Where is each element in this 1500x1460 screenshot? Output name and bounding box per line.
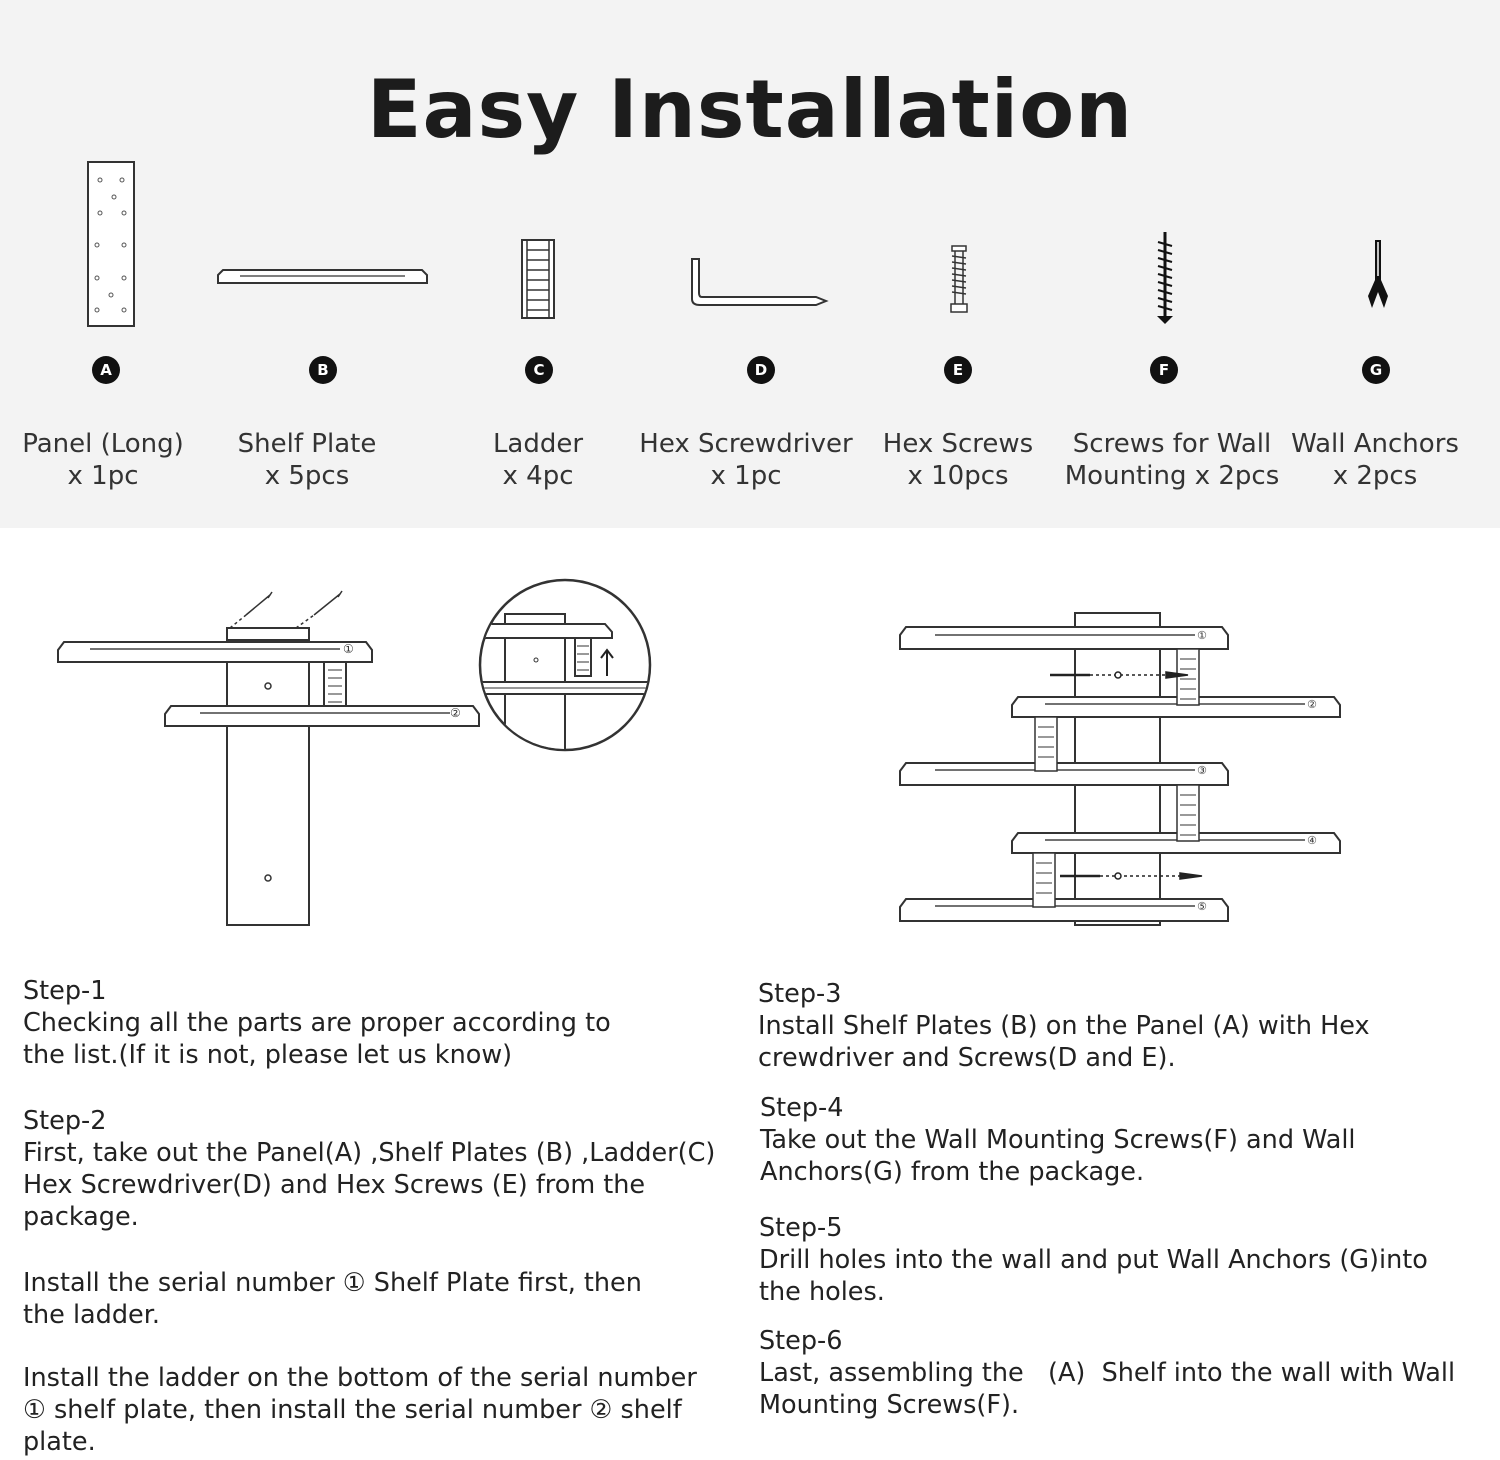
step-2-heading: Step-2 — [23, 1106, 107, 1136]
step-5-line-2: the holes. — [759, 1277, 885, 1307]
step-diagram-left — [50, 570, 660, 940]
diagram-wall-screw-upper — [1050, 672, 1188, 678]
step-1-line-1: Checking all the parts are proper according to — [23, 1008, 611, 1038]
badge-c: C — [525, 356, 553, 384]
part-label-g: Wall Anchors x 2pcs — [1291, 429, 1459, 491]
step-6-line-1: Last, assembling the (A) Shelf into the wall with Wall — [759, 1358, 1456, 1388]
hex-screw-icon — [948, 244, 970, 316]
diagram-plate-number-3: ③ — [1197, 764, 1207, 777]
diagram-shelf-2 — [1012, 697, 1340, 717]
part-label-c: Ladder x 4pc — [492, 429, 584, 491]
step-2 — [23, 1105, 715, 1233]
part-label-b: Shelf Plate x 5pcs — [237, 429, 377, 491]
diagram-shelf-1 — [900, 627, 1228, 649]
wall-screw-icon — [1154, 230, 1176, 326]
wall-anchor-icon — [1364, 236, 1392, 312]
step-1-heading: Step-1 — [23, 976, 107, 1006]
note-2-line-3: plate. — [23, 1427, 96, 1457]
badge-d: D — [747, 356, 775, 384]
page-title: Easy Installation — [366, 63, 1134, 156]
steps-left-column — [23, 975, 723, 1460]
note-1-line-1: Install the serial number ① Shelf Plate first, then — [23, 1268, 642, 1298]
step-3-line-2: crewdriver and Screws(D and E). — [758, 1043, 1176, 1073]
step-6-line-2: Mounting Screws(F). — [759, 1390, 1020, 1420]
badge-b: B — [309, 356, 337, 384]
shelf-plate-icon — [215, 265, 430, 289]
diagram-shelf-5 — [900, 899, 1228, 921]
diagram-plate-number-1: ① — [1197, 629, 1207, 642]
ladder-icon — [518, 238, 558, 322]
step-2-line-3: package. — [23, 1202, 139, 1232]
step-1-line-2: the list.(If it is not, please let us know) — [23, 1040, 513, 1070]
part-label-e: Hex Screws x 10pcs — [882, 429, 1034, 491]
badge-a: A — [92, 356, 120, 384]
step-6 — [759, 1325, 1455, 1421]
steps-right-column — [758, 978, 1488, 1438]
step-2-line-1: First, take out the Panel(A) ,Shelf Plates (B) ,Ladder(C) — [23, 1138, 716, 1168]
step-2-line-2: Hex Screwdriver(D) and Hex Screws (E) from the — [23, 1170, 646, 1200]
panel-icon — [85, 160, 137, 330]
part-label-d: Hex Screwdriver x 1pc — [639, 429, 853, 491]
step-4-line-1: Take out the Wall Mounting Screws(F) and Wall — [760, 1125, 1356, 1155]
part-label-a: Panel (Long) x 1pc — [22, 429, 184, 491]
diagram-shelf-1 — [58, 642, 372, 662]
step-5-line-1: Drill holes into the wall and put Wall Anchors (G)into — [759, 1245, 1428, 1275]
diagram-shelf-3 — [900, 763, 1228, 785]
diagram-shelf-4 — [1012, 833, 1340, 853]
badge-g: G — [1362, 356, 1390, 384]
diagram-panel — [227, 660, 309, 925]
step-6-heading: Step-6 — [759, 1326, 843, 1356]
step-3 — [758, 978, 1370, 1074]
diagram-screws — [230, 591, 342, 628]
step-diagram-right — [890, 605, 1360, 935]
step-2-note-1 — [23, 1267, 642, 1331]
step-4 — [760, 1092, 1356, 1188]
note-2-line-2: ① shelf plate, then install the serial number ② shelf — [23, 1395, 682, 1425]
part-label-f: Screws for Wall Mounting x 2pcs — [1064, 429, 1280, 491]
step-5-heading: Step-5 — [759, 1213, 843, 1243]
note-2-line-1: Install the ladder on the bottom of the serial number — [23, 1363, 697, 1393]
step-3-heading: Step-3 — [758, 979, 842, 1009]
diagram-plate-number-4: ④ — [1307, 834, 1317, 847]
diagram-plate-number-2: ② — [450, 706, 461, 720]
diagram-plate-number-5: ⑤ — [1197, 900, 1207, 913]
step-4-heading: Step-4 — [760, 1093, 844, 1123]
hex-screwdriver-icon — [688, 255, 830, 311]
step-4-line-2: Anchors(G) from the package. — [760, 1157, 1145, 1187]
step-3-line-1: Install Shelf Plates (B) on the Panel (A) with Hex — [758, 1011, 1370, 1041]
diagram-plate-number-1: ① — [343, 642, 354, 656]
diagram-plate-number-2: ② — [1307, 698, 1317, 711]
step-5 — [759, 1212, 1428, 1308]
badge-f: F — [1150, 356, 1178, 384]
step-1 — [23, 975, 611, 1071]
badge-e: E — [944, 356, 972, 384]
note-1-line-2: the ladder. — [23, 1300, 160, 1330]
step-2-note-2 — [23, 1362, 697, 1458]
detail-zoom-circle — [470, 580, 660, 790]
diagram-shelf-2 — [165, 706, 479, 726]
